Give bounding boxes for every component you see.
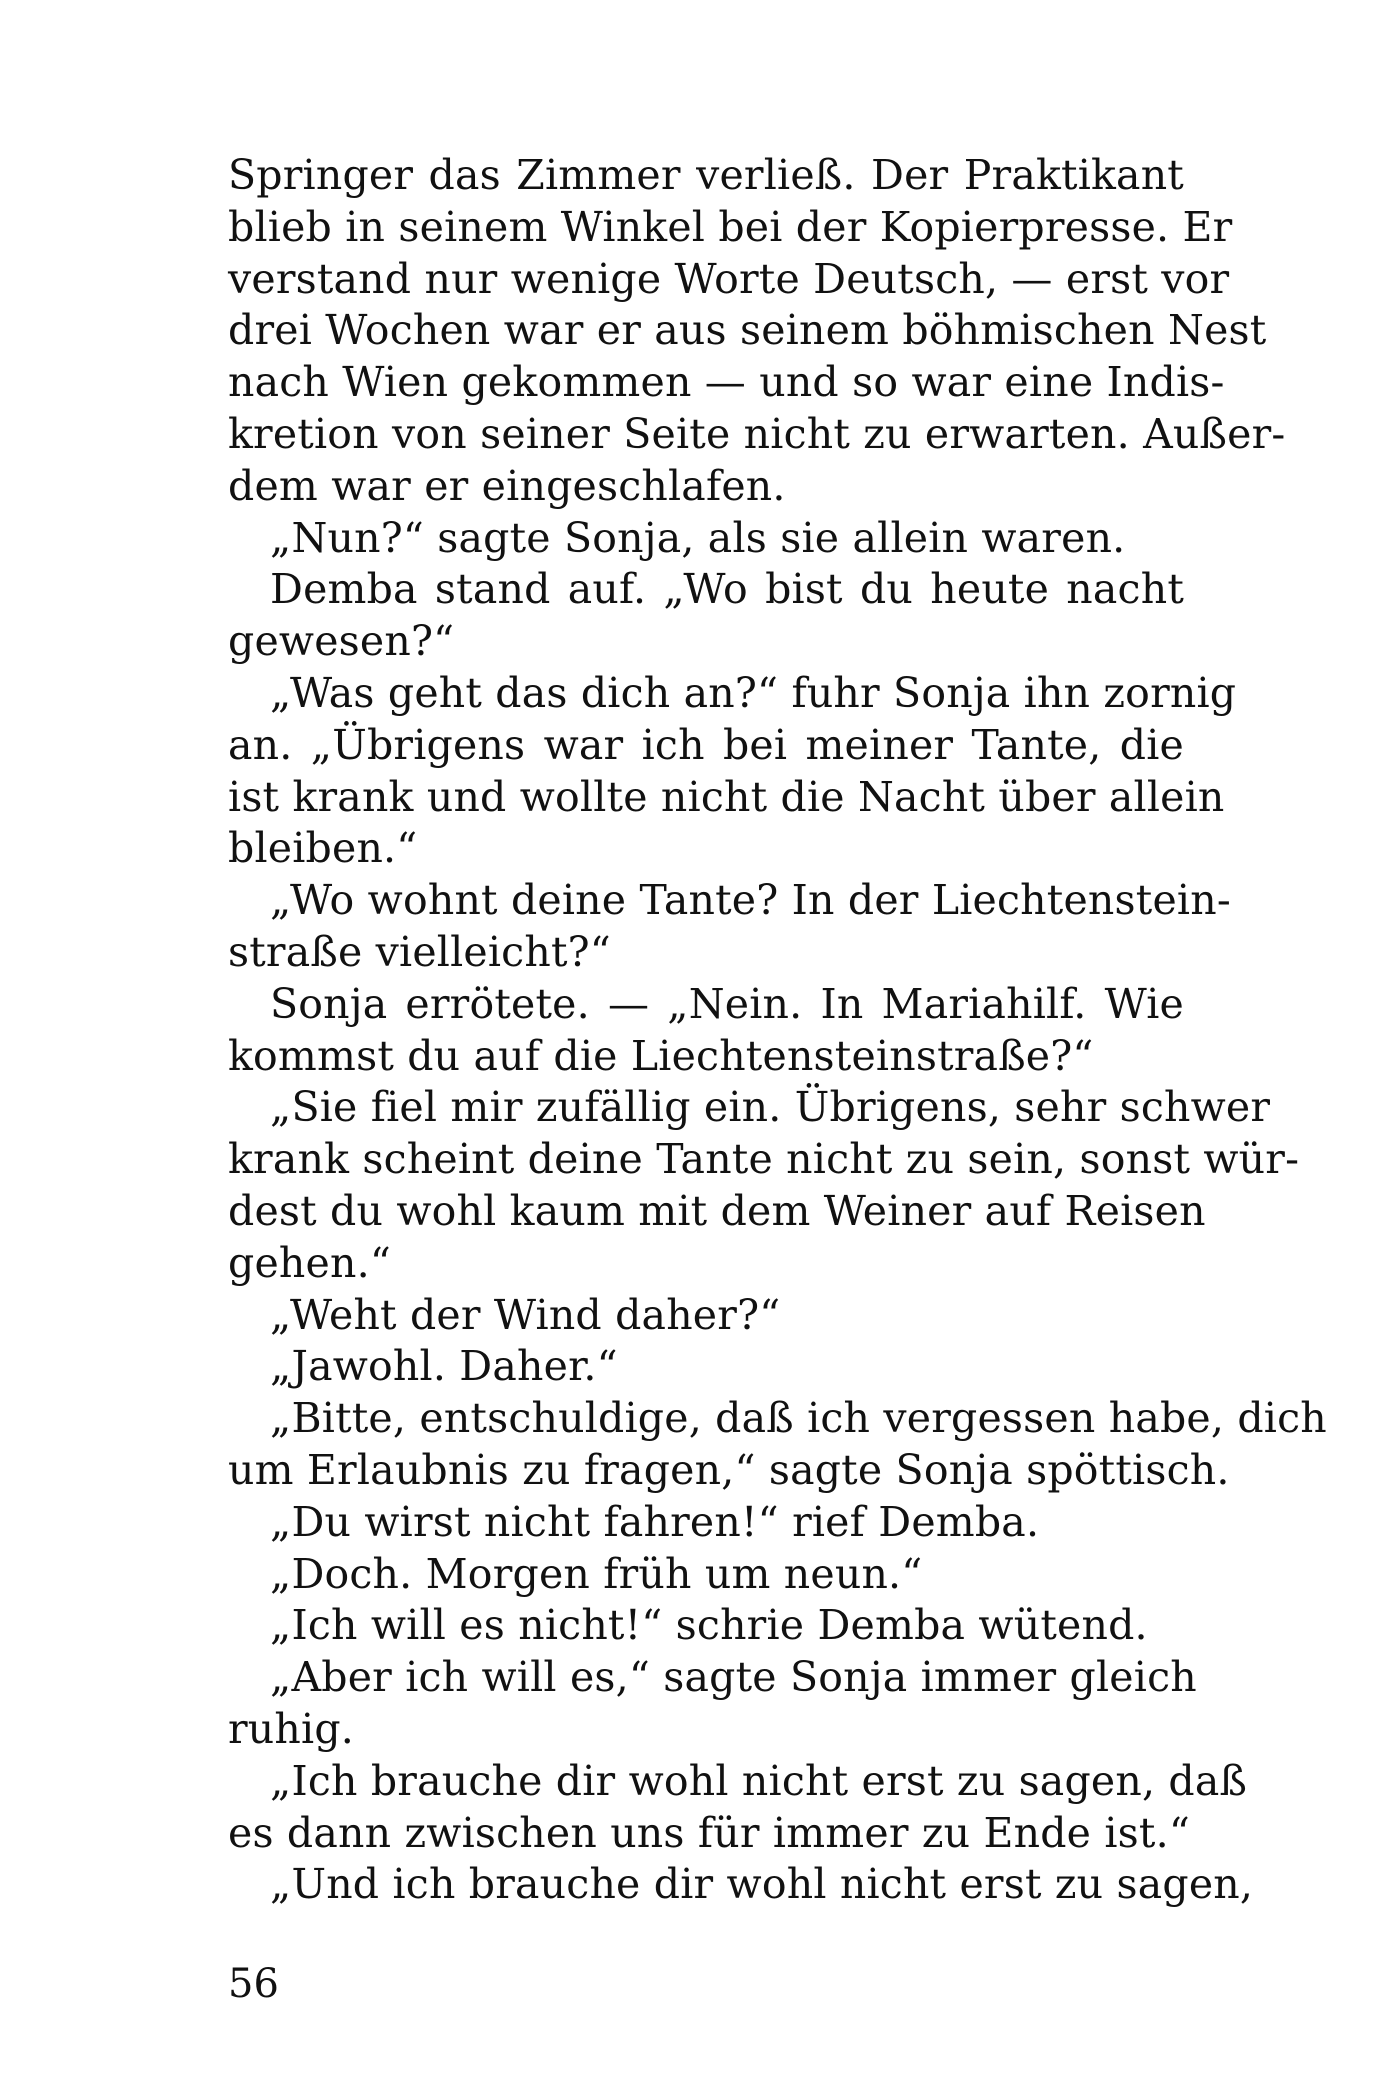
text-line: „Was geht das dich an?“ fuhr Sonja ihn zornig — [270, 668, 1237, 717]
text-line: verstand nur wenige Worte Deutsch, — erst vor — [228, 254, 1230, 303]
text-line: dem war er eingeschlafen. — [228, 461, 786, 510]
text-line: „Sie fiel mir zufällig ein. Übrigens, sehr schwer — [270, 1083, 1271, 1132]
body-text — [228, 150, 1327, 1911]
text-line: „Bitte, entschuldige, daß ich vergessen habe, dich — [270, 1394, 1327, 1443]
text-line: Demba stand auf. „Wo bist du heute nacht — [270, 565, 1184, 614]
text-line: an. „Übrigens war ich bei meiner Tante, die — [228, 720, 1184, 769]
text-line: kretion von seiner Seite nicht zu erwarten. Außer- — [228, 409, 1286, 458]
text-line: krank scheint deine Tante nicht zu sein, sonst wür- — [228, 1135, 1300, 1184]
text-line: um Erlaubnis zu fragen,“ sagte Sonja spöttisch. — [228, 1445, 1230, 1494]
text-line: ruhig. — [228, 1704, 355, 1753]
text-line: „Wo wohnt deine Tante? In der Liechtenstein- — [270, 876, 1231, 925]
text-line: es dann zwischen uns für immer zu Ende ist.“ — [228, 1808, 1190, 1857]
text-line: bleiben.“ — [228, 824, 418, 873]
text-line: gehen.“ — [228, 1238, 391, 1287]
text-line: ist krank und wollte nicht die Nacht über allein — [228, 772, 1225, 821]
text-line: „Nun?“ sagte Sonja, als sie allein waren. — [270, 513, 1126, 562]
text-line: Springer das Zimmer verließ. Der Praktikant — [228, 151, 1184, 199]
text-line: drei Wochen war er aus seinem böhmischen Nest — [228, 306, 1267, 355]
text-line: „Aber ich will es,“ sagte Sonja immer gleich — [270, 1653, 1197, 1702]
text-line: „Doch. Morgen früh um neun.“ — [270, 1549, 923, 1598]
text-line: dest du wohl kaum mit dem Weiner auf Reisen — [228, 1186, 1206, 1235]
text-line: straße vielleicht?“ — [228, 927, 611, 976]
text-line: nach Wien gekommen — und so war eine Indis- — [228, 358, 1225, 407]
text-line: „Du wirst nicht fahren!“ rief Demba. — [270, 1497, 1040, 1546]
text-line: „Jawohl. Daher.“ — [270, 1342, 618, 1391]
text-line: „Und ich brauche dir wohl nicht erst zu sagen, — [270, 1860, 1254, 1909]
text-line: Sonja errötete. — „Nein. In Mariahilf. Wie — [270, 979, 1184, 1028]
text-line: blieb in seinem Winkel bei der Kopierpresse. Er — [228, 202, 1233, 251]
page-number: 56 — [228, 1961, 279, 2007]
text-line: kommst du auf die Liechtensteinstraße?“ — [228, 1031, 1094, 1080]
text-line: gewesen?“ — [228, 617, 455, 666]
text-line: „Ich brauche dir wohl nicht erst zu sagen, daß — [270, 1756, 1248, 1805]
text-line: „Ich will es nicht!“ schrie Demba wütend. — [270, 1601, 1148, 1650]
text-line: „Weht der Wind daher?“ — [270, 1290, 781, 1339]
